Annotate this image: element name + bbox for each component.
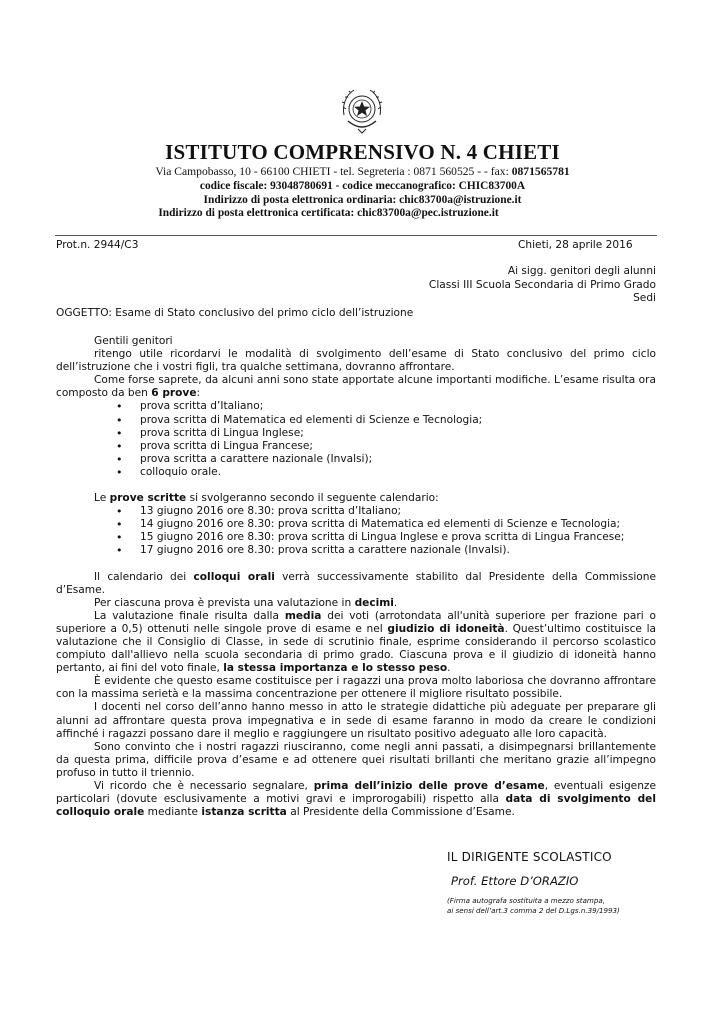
pec-line: Indirizzo di posta elettronica certificata: chic83700a@pec.istruzione.it xyxy=(158,207,499,219)
list-item: • prova scritta a carattere nazionale (Invalsi); xyxy=(56,453,656,466)
exam-list xyxy=(56,400,656,479)
italian-republic-emblem-icon xyxy=(338,85,386,137)
greeting: Gentili genitori xyxy=(94,335,173,347)
intro-paragraph: ritengo utile ricordarvi le modalità di svolgimento dell’esame di Stato conclusivo del primo ciclo dell’istruzione che i vostri figli, tra qualche settimana, dovranno affrontare. xyxy=(56,348,656,374)
composition-text: Come forse saprete, da alcuni anni sono state apportate alcune importanti modifiche. L’esame risulta ora composto da ben xyxy=(56,374,656,400)
grading-text: . xyxy=(393,596,398,609)
calendar-intro xyxy=(56,492,656,505)
reminder-text: mediante xyxy=(144,806,202,819)
list-item: • prova scritta di Matematica ed elementi di Scienze e Tecnologia; xyxy=(56,414,656,427)
place-date: Chieti, 28 aprile 2016 xyxy=(518,239,633,251)
list-item: • prova scritta di Lingua Francese; xyxy=(56,440,656,453)
signature-note xyxy=(447,896,620,915)
signature-note-line: (Firma autografa sostituita a mezzo stampa, xyxy=(447,896,605,905)
oral-exam-paragraph xyxy=(56,571,656,597)
codes-line: codice fiscale: 93048780691 - codice meccanografico: CHIC83700A xyxy=(199,180,526,192)
signatory-name: Prof. Ettore D’ORAZIO xyxy=(451,874,579,888)
grading-bold: decimi xyxy=(354,596,394,609)
institution-title: ISTITUTO COMPRENSIVO N. 4 CHIETI xyxy=(165,140,560,164)
reminder-text: al Presidente della Commissione d’Esame. xyxy=(286,806,515,819)
final-bold: media xyxy=(284,609,322,622)
list-item: • 14 giugno 2016 ore 8.30: prova scritta di Matematica ed elementi di Scienze e Tecnologia; xyxy=(56,518,656,531)
final-text: . Quest’ultimo costituisce la valutazione che il Consiglio di Classe, in sede di scrutinio finale, esprime considerando il percorso scolastico compiuto dall'allievo nella scuola secondaria di primo grado. Ciascuna prova e il giudizio di idoneità hanno pertanto, ai fini del voto finale, xyxy=(56,622,657,675)
oral-text: verrà successivamente stabilito dal Presidente della Commissione d’Esame. xyxy=(56,570,656,596)
calendar-bold: prove scritte xyxy=(109,492,187,505)
reminder-paragraph xyxy=(56,780,656,819)
exam-composition-paragraph xyxy=(56,374,656,400)
grading-text: Per ciascuna prova è prevista una valutazione in xyxy=(94,596,355,609)
final-text: dei voti (arrotondata all'unità superiore per frazione pari o superiore a 0,5) ottenuti nelle singole prove di esame e nel xyxy=(56,609,656,635)
list-item: • prova scritta di Lingua Inglese; xyxy=(56,427,656,440)
email-line: Indirizzo di posta elettronica ordinaria: chic83700a@istruzione.it xyxy=(203,194,522,206)
composition-end: : xyxy=(196,387,201,400)
final-text: La valutazione finale risulta dalla xyxy=(94,609,285,622)
header-divider xyxy=(55,235,657,236)
final-bold: giudizio di idoneità xyxy=(387,622,505,635)
composition-count: 6 prove xyxy=(151,387,197,400)
recipient-line: Ai sigg. genitori degli alunni xyxy=(507,265,656,277)
reminder-bold: prima dell’inizio delle prove d’esame xyxy=(313,780,545,792)
oral-text: Il calendario dei xyxy=(94,570,194,583)
signatory-title: IL DIRIGENTE SCOLASTICO xyxy=(447,850,612,864)
calendar-text: si svolgeranno secondo il seguente calendario: xyxy=(186,492,439,505)
reminder-text: Vi ricordo che è necessario segnalare, xyxy=(94,780,314,792)
final-bold: la stessa importanza e lo stesso peso xyxy=(223,662,448,675)
fax-number: 0871565781 xyxy=(511,165,570,178)
signature-note-line: ai sensi dell’art.3 comma 2 del D.Lgs.n.39/1993) xyxy=(447,905,620,915)
oral-bold: colloqui orali xyxy=(193,570,275,583)
seriousness-paragraph: È evidente che questo esame costituisce per i ragazzi una prova molto laboriosa che dovranno affrontare con la massima serietà e la massima concentrazione per ottenere il migliore risultato possibile. xyxy=(56,675,656,701)
recipient-line: Classi III Scuola Secondaria di Primo Grado xyxy=(428,279,656,291)
protocol-number: Prot.n. 2944/C3 xyxy=(56,239,139,251)
final-text: . xyxy=(447,662,451,675)
reminder-bold: istanza scritta xyxy=(201,806,287,819)
subject-line: OGGETTO: Esame di Stato conclusivo del primo ciclo dell’istruzione xyxy=(56,307,414,319)
letter-body xyxy=(56,335,656,819)
list-item: • colloquio orale. xyxy=(56,466,656,479)
grading-paragraph xyxy=(56,597,656,610)
reminder-text: , eventuali esigenze particolari (dovute esclusivamente a motivi gravi e improrogabili) rispetto alla xyxy=(56,780,656,806)
encouragement-paragraph: Sono convinto che i nostri ragazzi riusciranno, come negli anni passati, a disimpegnarsi brillantemente da questa prima, difficile prova d’esame e ad ottenere quei risultati brillanti che meritano grazie all’impegno profuso in tutto il triennio. xyxy=(56,740,656,779)
list-item: • 13 giugno 2016 ore 8.30: prova scritta d’Italiano; xyxy=(56,505,656,518)
recipient-line: Sedi xyxy=(633,292,656,304)
final-grade-paragraph xyxy=(56,610,656,675)
list-item: • 17 giugno 2016 ore 8.30: prova scritta a carattere nazionale (Invalsi). xyxy=(56,544,656,557)
list-item: • 15 giugno 2016 ore 8.30: prova scritta di Lingua Inglese e prova scritta di Lingua Francese; xyxy=(56,531,656,544)
calendar-text: Le xyxy=(94,492,110,505)
list-item: • prova scritta d’Italiano; xyxy=(56,400,656,413)
address-text: Via Campobasso, 10 - 66100 CHIETI - tel. Segreteria : 0871 560525 - - fax: xyxy=(155,165,512,178)
reminder-bold: data di svolgimento del colloquio orale xyxy=(56,793,656,819)
calendar-list xyxy=(56,505,656,557)
teachers-paragraph: I docenti nel corso dell’anno hanno messo in atto le strategie didattiche più adeguate per preparare gli alunni ad affrontare questa prova impegnativa e in sede di esame faranno in modo da creare le condizioni affinché i ragazzi possano dare il meglio e raggiungere un risultato positivo adeguato alle loro capacità. xyxy=(56,701,656,740)
address-line xyxy=(0,165,725,178)
